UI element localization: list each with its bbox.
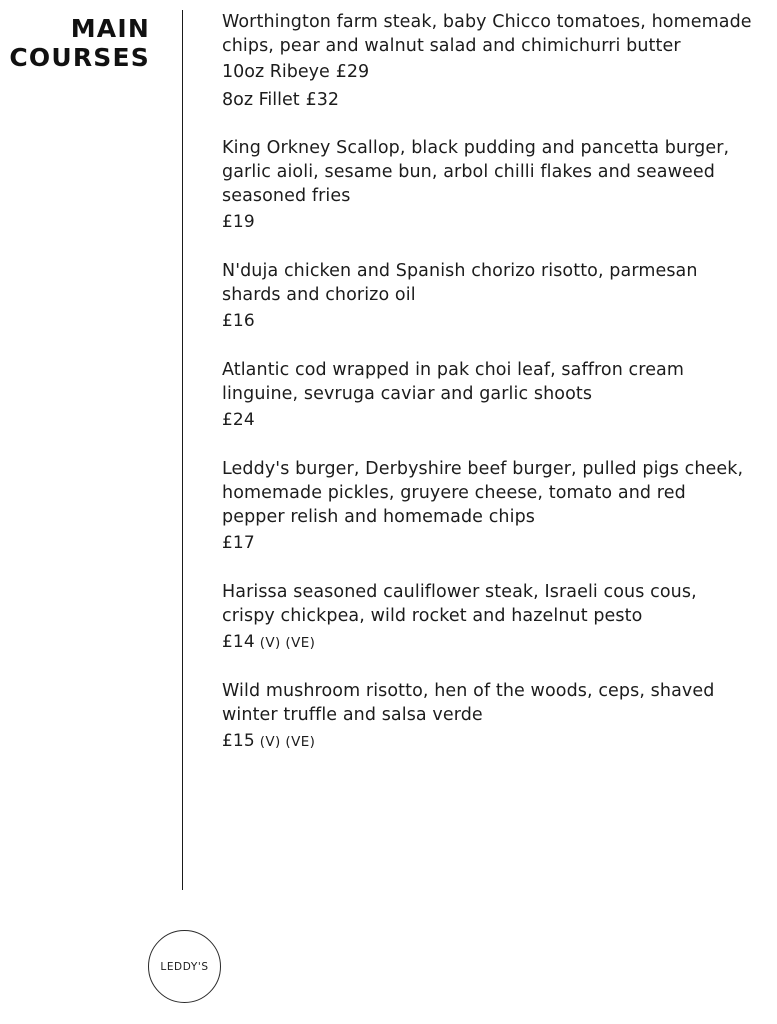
menu-item bbox=[222, 259, 752, 336]
menu-item-price-row bbox=[222, 307, 752, 336]
brand-logo bbox=[148, 930, 221, 1003]
menu-item-option-price: £29 bbox=[335, 62, 370, 82]
menu-item-option bbox=[222, 58, 752, 86]
menu-item bbox=[222, 679, 752, 756]
menu-item bbox=[222, 358, 752, 435]
menu-item-description: Atlantic cod wrapped in pak choi leaf, saffron cream linguine, sevruga caviar and garlic shoots bbox=[222, 360, 685, 404]
menu-item-price-row bbox=[222, 406, 752, 435]
menu-item-description: Worthington farm steak, baby Chicco tomatoes, homemade chips, pear and walnut salad and chimichurri butter bbox=[222, 12, 752, 56]
menu-item-description: N'duja chicken and Spanish chorizo risotto, parmesan shards and chorizo oil bbox=[222, 261, 698, 305]
menu-item-price-row bbox=[222, 208, 752, 237]
menu-item-option-label: 8oz Fillet bbox=[222, 90, 300, 110]
menu-items-list bbox=[222, 10, 752, 756]
menu-item-price: £19 bbox=[222, 212, 255, 232]
menu-item-price: £24 bbox=[222, 410, 255, 430]
menu-item bbox=[222, 10, 752, 114]
menu-item-price: £15 bbox=[222, 731, 255, 751]
menu-item bbox=[222, 580, 752, 657]
menu-item bbox=[222, 457, 752, 558]
menu-item-option-label: 10oz Ribeye bbox=[222, 62, 330, 82]
menu-item-price-row bbox=[222, 529, 752, 558]
section-heading bbox=[0, 14, 182, 72]
menu-item-price: £14 bbox=[222, 632, 255, 652]
section-heading-line-1: MAIN bbox=[70, 14, 150, 43]
menu-item-description: King Orkney Scallop, black pudding and pancetta burger, garlic aioli, sesame bun, arbol chilli flakes and seaweed seasoned fries bbox=[222, 138, 730, 206]
menu-item-tags: (V) (VE) bbox=[259, 635, 316, 651]
menu-item-price-row bbox=[222, 628, 752, 657]
menu-item-description: Wild mushroom risotto, hen of the woods, ceps, shaved winter truffle and salsa verde bbox=[222, 681, 715, 725]
menu-item-description: Leddy's burger, Derbyshire beef burger, pulled pigs cheek, homemade pickles, gruyere cheese, tomato and red pepper relish and homemade chips bbox=[222, 459, 744, 527]
menu-item-option bbox=[222, 86, 752, 114]
section-heading-line-2: COURSES bbox=[9, 43, 150, 72]
menu-item-tags: (V) (VE) bbox=[259, 734, 316, 750]
menu-item-description: Harissa seasoned cauliflower steak, Israeli cous cous, crispy chickpea, wild rocket and hazelnut pesto bbox=[222, 582, 697, 626]
menu-item-option-price: £32 bbox=[305, 90, 340, 110]
menu-item-price: £16 bbox=[222, 311, 255, 331]
menu-item bbox=[222, 136, 752, 237]
menu-item-price: £17 bbox=[222, 533, 255, 553]
brand-logo-text: LEDDY'S bbox=[160, 960, 209, 973]
menu-item-price-row bbox=[222, 727, 752, 756]
vertical-divider bbox=[182, 10, 183, 890]
